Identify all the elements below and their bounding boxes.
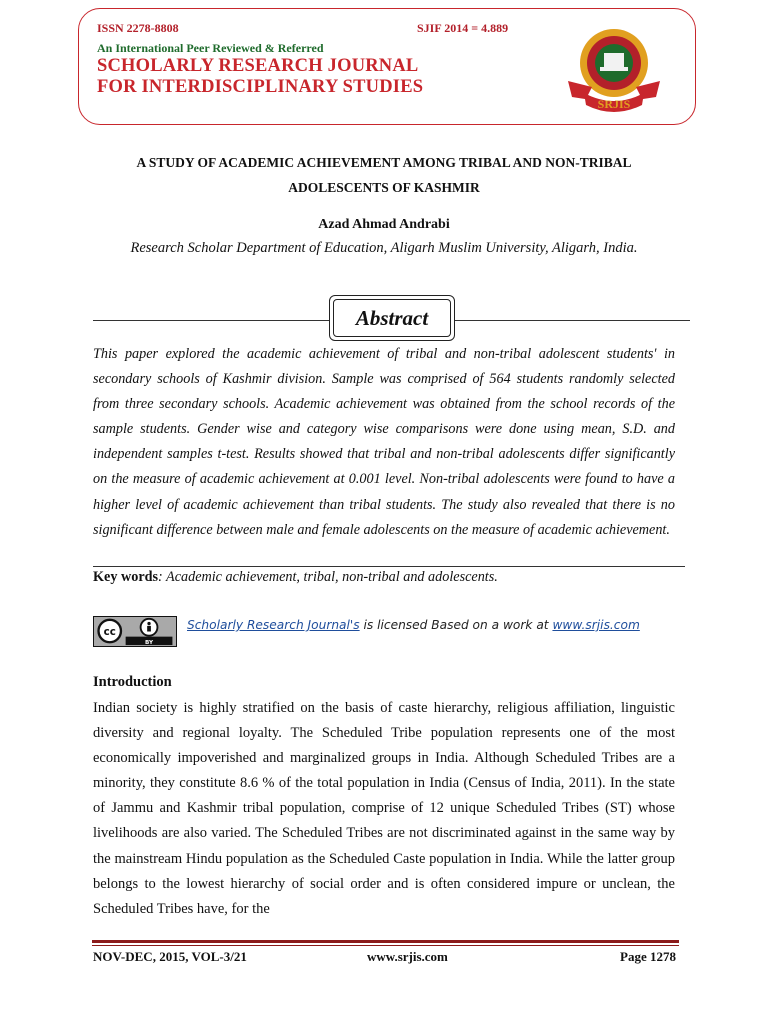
footer-rule-thick: [92, 940, 679, 943]
svg-text:cc: cc: [103, 626, 116, 639]
license-middle-text: is licensed Based on a work at: [359, 618, 553, 632]
keywords-rule: [93, 566, 685, 567]
footer-rule-thin: [92, 945, 679, 946]
logo-text: SRJIS: [597, 97, 631, 111]
keywords-line: [93, 569, 675, 586]
abstract-heading-box: [329, 295, 455, 341]
peer-reviewed-tagline: An International Peer Reviewed & Referred: [97, 41, 324, 55]
cc-by-license-icon[interactable]: [93, 616, 177, 647]
abstract-heading: Abstract: [333, 299, 451, 337]
introduction-text: Indian society is highly stratified on the basis of caste hierarchy, religious affiliation, linguistic diversity and regional loyalty. The Scheduled Tribe population represents one of the most economically impoverished and marginalized groups in India. Although Scheduled Tribes are a minority, they constitute 8.6 % of the total population in India (Census of India, 2011). In the state of Jammu and Kashmir tribal population, comprise of 12 unique Scheduled Tribes (ST) whose livelihoods are also varied. The Scheduled Tribes are not discriminated against in the same way by the mainstream Hindu population as the Scheduled Caste population in India. While the latter group belongs to the lowest hierarchy of social order and is often considered impure or unclean, the Scheduled Tribes have, for the: [93, 700, 675, 917]
keywords-label: Key words: [93, 569, 159, 585]
introduction-heading: Introduction: [93, 674, 172, 690]
journal-title-line2: FOR INTERDISCIPLINARY STUDIES: [97, 77, 424, 97]
paper-title: [80, 150, 688, 200]
footer-issue: NOV-DEC, 2015, VOL-3/21: [93, 949, 247, 964]
journal-license-link[interactable]: Scholarly Research Journal's: [187, 618, 360, 632]
abstract-text: This paper explored the academic achievement of tribal and non-tribal adolescent students' in secondary schools of Kashmir division. Sample was comprised of 564 students randomly selected from three secondary schools. Academic achievement was obtained from the school records of the sample students. Gender wise and category wise comparisons were done using mean, S.D. and independent samples t-test. Results showed that tribal and non-tribal adolescents differ significantly on the measure of academic achievement at 0.001 level. Non-tribal adolescents were found to have a higher level of academic achievement than tribal students. The study also revealed that there is no significant difference between male and female adolescents on the measure of academic achievement.: [93, 346, 675, 538]
abstract-rule-left: [93, 320, 329, 321]
footer-website: www.srjis.com: [367, 949, 448, 964]
sjif-score: SJIF 2014 = 4.889: [417, 21, 509, 35]
cc-by-label: BY: [145, 640, 154, 647]
paper-title-line2: ADOLESCENTS OF KASHMIR: [288, 180, 480, 195]
journal-title-line1: SCHOLARLY RESEARCH JOURNAL: [97, 56, 419, 76]
srjis-site-link[interactable]: www.srjis.com: [552, 618, 640, 632]
footer-page-number: Page 1278: [620, 949, 676, 964]
abstract-rule-right: [455, 320, 690, 321]
journal-masthead: [78, 8, 696, 125]
journal-logo-icon: [562, 23, 666, 119]
license-statement: [187, 618, 640, 632]
issn: ISSN 2278-8808: [97, 21, 179, 35]
author-affiliation: Research Scholar Department of Education, Aligarh Muslim University, Aligarh, India.: [130, 240, 638, 256]
author-name: Azad Ahmad Andrabi: [318, 217, 450, 232]
paper-title-line1: A STUDY OF ACADEMIC ACHIEVEMENT AMONG TRIBAL AND NON-TRIBAL: [136, 155, 632, 170]
keywords-text: : Academic achievement, tribal, non-tribal and adolescents.: [158, 569, 498, 585]
